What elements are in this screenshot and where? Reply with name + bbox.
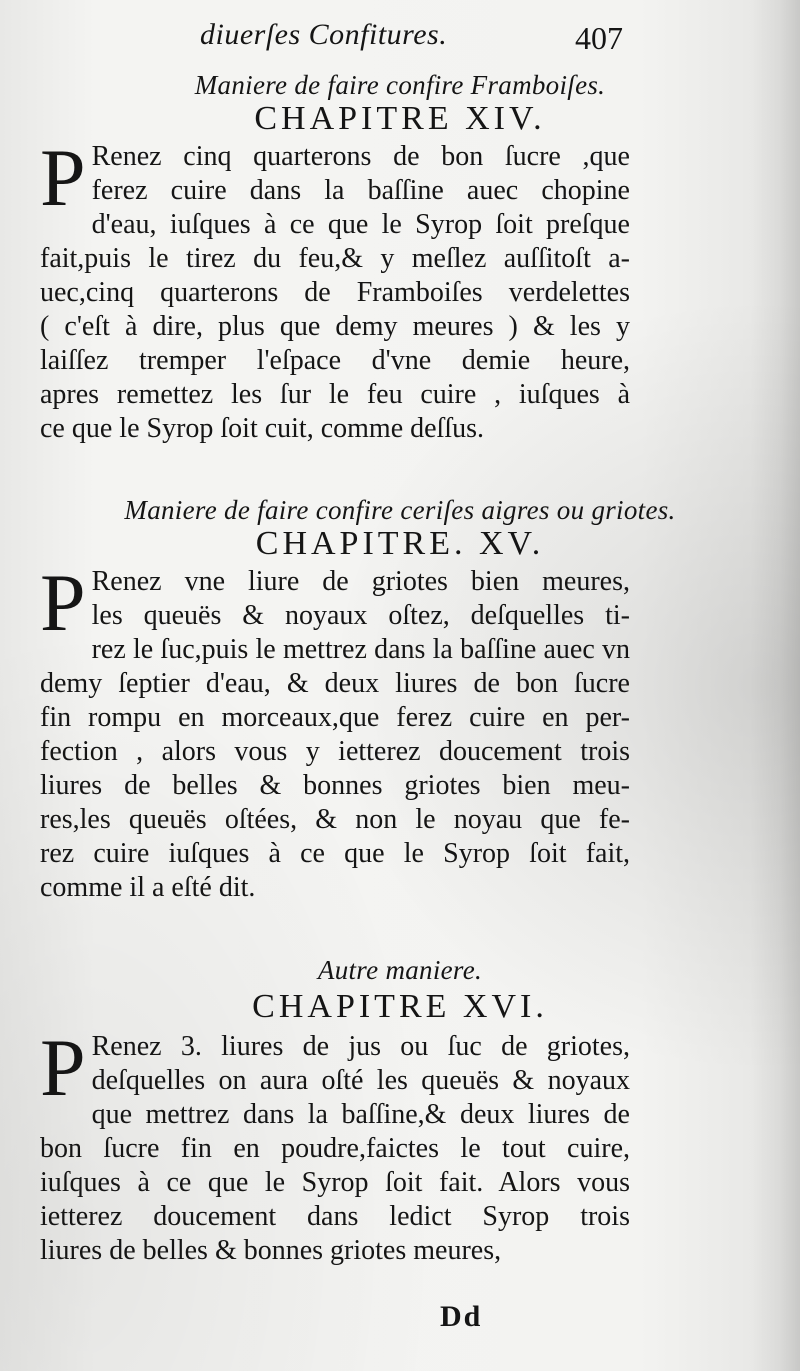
drop-cap: P — [40, 557, 86, 648]
text-line: Renez vne liure de griotes bien meures, — [91, 566, 630, 597]
text-line: d'eau, iuſques à ce que le Syrop ſoit preſque — [91, 209, 630, 240]
paragraph — [40, 1022, 630, 1268]
text-line: liures de belles & bonnes griotes meures, — [40, 1235, 502, 1266]
signature-mark: Dd — [440, 1300, 483, 1333]
running-title: diuerſes Confitures. — [200, 18, 448, 51]
text-line: ( c'eſt à dire, plus que demy meures ) & les y — [40, 311, 630, 342]
text-line: iuſques à ce que le Syrop ſoit fait. Alors vous — [40, 1167, 630, 1198]
section-subtitle: Maniere de faire confire ceriſes aigres ou griotes. — [124, 495, 676, 525]
text-line: deſquelles on aura oſté les queuës & noyaux — [91, 1065, 630, 1096]
text-line: bon ſucre fin en poudre,faictes le tout cuire, — [40, 1133, 630, 1164]
text-line: ce que le Syrop ſoit cuit, comme deſſus. — [40, 413, 485, 444]
section-subtitle: Autre maniere. — [317, 955, 483, 985]
chapter-heading: CHAPITRE. XV. — [255, 525, 545, 562]
paragraph — [40, 132, 630, 446]
text-line: rez le ſuc,puis le mettrez dans la baſſine auec vn — [91, 634, 630, 665]
page-gutter-shadow — [750, 0, 800, 1371]
text-line: rez cuire iuſques à ce que le Syrop ſoit fait, — [40, 838, 630, 869]
text-line: ferez cuire dans la baſſine auec chopine — [91, 175, 630, 206]
text-line: ietterez doucement dans ledict Syrop trois — [40, 1201, 630, 1232]
text-line: apres remettez les ſur le feu cuire , iuſques à — [40, 379, 630, 410]
text-line: demy ſeptier d'eau, & deux liures de bon ſucre — [40, 668, 630, 699]
text-line: les queuës & noyaux oſtez, deſquelles ti- — [91, 600, 630, 631]
paragraph — [40, 557, 630, 905]
chapter-heading: CHAPITRE XIV. — [254, 100, 546, 137]
chapter-heading: CHAPITRE XVI. — [252, 988, 548, 1025]
section-subtitle: Maniere de faire confire Framboiſes. — [194, 70, 606, 100]
text-line: liures de belles & bonnes griotes bien meu- — [40, 770, 630, 801]
text-line: laiſſez tremper l'eſpace d'vne demie heure, — [40, 345, 630, 376]
text-line: Renez 3. liures de jus ou ſuc de griotes, — [91, 1031, 630, 1062]
text-line: comme il a eſté dit. — [40, 872, 256, 903]
text-line: fection , alors vous y ietterez doucement trois — [40, 736, 630, 767]
drop-cap: P — [40, 132, 86, 223]
text-line: uec,cinq quarterons de Framboiſes verdelettes — [40, 277, 630, 308]
text-line: que mettrez dans la baſſine,& deux liures de — [91, 1099, 630, 1130]
text-line: fait,puis le tirez du feu,& y meſlez auſſitoſt a- — [40, 243, 630, 274]
text-line: Renez cinq quarterons de bon ſucre ,que — [91, 141, 630, 172]
page-number: 407 — [575, 20, 623, 56]
drop-cap: P — [40, 1022, 86, 1113]
text-line: res,les queuës oſtées, & non le noyau que fe- — [40, 804, 630, 835]
text-line: fin rompu en morceaux,que ferez cuire en per- — [40, 702, 630, 733]
